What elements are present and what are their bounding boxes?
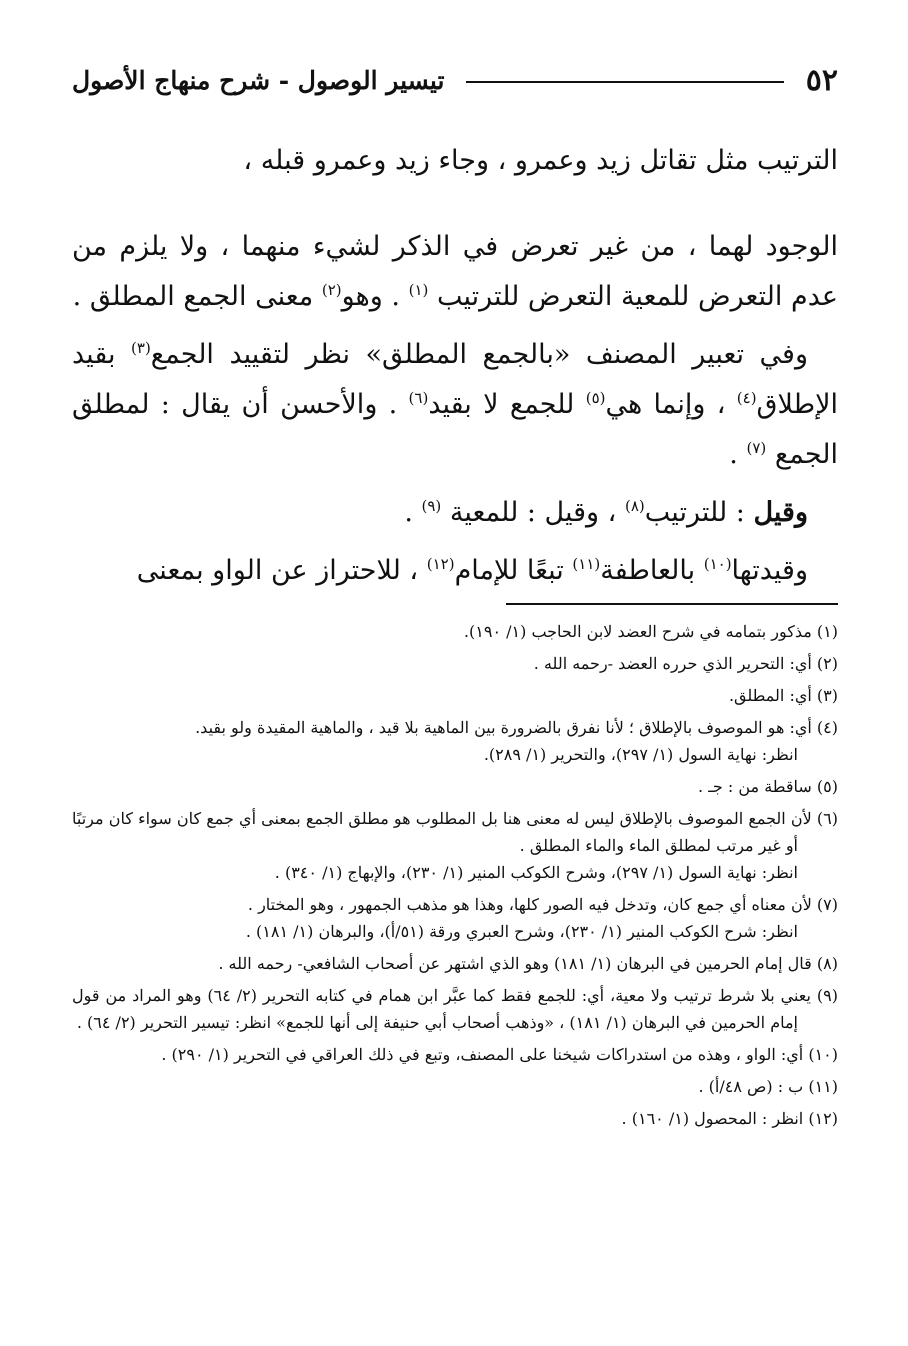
paragraph-5-part-c: تبعًا للإمام (454, 555, 564, 586)
paragraph-5-part-b: بالعاطفة (600, 555, 696, 586)
note-ref-1[interactable]: (١) (408, 281, 429, 299)
footnote-6 (72, 805, 838, 886)
footnote-4 (72, 714, 838, 768)
footnote-2: (٢) أي: التحرير الذي حرره العضد -رحمه الله . (533, 654, 838, 673)
paragraph-3-part-e: . والأحسن أن يقال : لمطلق الجمع (72, 389, 838, 470)
paragraph-3 (72, 330, 838, 480)
note-ref-9[interactable]: (٩) (421, 497, 442, 515)
note-ref-12[interactable]: (١٢) (426, 555, 455, 573)
paragraph-3-part-d: للجمع لا بقيد (428, 389, 575, 420)
footnote-11: (١١) ب : (ص ٤٨/أ) . (698, 1077, 838, 1096)
footnote-7 (72, 891, 838, 945)
paragraph-5 (72, 546, 838, 596)
paragraph-3-part-c: ، وإنما هي (605, 389, 726, 420)
paragraph-5-part-a: وقيدتها (731, 555, 808, 586)
paragraph-2-part-b: . وهو (341, 281, 400, 312)
note-ref-6[interactable]: (٦) (408, 389, 429, 407)
paragraph-2-part-a: الوجود لهما ، من غير تعرض في الذكر لشيء منهما ، ولا يلزم من عدم التعرض للمعية التعرض للترتيب (72, 231, 838, 312)
footnote-5: (٥) ساقطة من : جـ . (698, 777, 838, 796)
footnote-8: (٨) قال إمام الحرمين في البرهان (١/ ١٨١) وهو الذي اشتهر عن أصحاب الشافعي- رحمه الله . (218, 954, 838, 973)
note-ref-11[interactable]: (١١) (572, 555, 601, 573)
footnote-separator (506, 603, 838, 605)
page-header (72, 58, 838, 102)
paragraph-1: الترتيب مثل تقاتل زيد وعمرو ، وجاء زيد وعمرو قبله ، (243, 145, 838, 176)
running-title: تيسير الوصول - شرح منهاج الأصول (72, 65, 445, 95)
paragraph-2 (72, 222, 838, 322)
note-ref-7[interactable]: (٧) (746, 439, 767, 457)
paragraph-2-part-c: معنى الجمع المطلق . (72, 281, 314, 312)
paragraph-4 (72, 488, 838, 538)
header-rule (466, 81, 783, 83)
paragraph-4-keyword: وقيل (753, 497, 808, 528)
footnote-3: (٣) أي: المطلق. (728, 686, 838, 705)
footnote-7-reference: انظر: شرح الكوكب المنير (١/ ٢٣٠)، وشرح العبري ورقة (٥١/أ)، والبرهان (١/ ١٨١) . (245, 922, 798, 941)
footnote-6-reference: انظر: نهاية السول (١/ ٢٩٧)، وشرح الكوكب المنير (١/ ٢٣٠)، والإبهاج (١/ ٣٤٠) . (274, 863, 798, 882)
note-ref-10[interactable]: (١٠) (703, 555, 732, 573)
paragraph-4-part-d: . (404, 497, 413, 528)
paragraph-4-part-b: : للترتيب (644, 497, 745, 528)
footnotes (72, 618, 838, 1137)
footnote-9: (٩) يعني بلا شرط ترتيب ولا معية، أي: للجمع فقط كما عبَّر ابن همام في كتابه التحرير (٢/ ٦٤) وهو المراد من قول إمام الحرمين في البرهان (١/ ١٨١) ، «وذهب أصحاب أبي حنيفة إلى أنها للجمع» انظر: تيسير التحرير (٢/ ٦٤) . (72, 986, 838, 1032)
note-ref-8[interactable]: (٨) (625, 497, 645, 515)
footnote-12: (١٢) انظر : المحصول (١/ ١٦٠) . (621, 1109, 838, 1128)
footnote-10: (١٠) أي: الواو ، وهذه من استدراكات شيخنا على المصنف، وتبع في ذلك العراقي في التحرير (١/ ٢٩٠) . (161, 1045, 838, 1064)
footnote-7-text: (٧) لأن معناه أي جمع كان، وتدخل فيه الصور كلها، وهذا هو مذهب الجمهور ، وهو المختار . (247, 895, 838, 914)
footnote-1: (١) مذكور بتمامه في شرح العضد لابن الحاجب (١/ ١٩٠). (463, 622, 838, 641)
note-ref-5[interactable]: (٥) (585, 389, 606, 407)
paragraph-3-part-a: وفي تعبير المصنف «بالجمع المطلق» نظر لتقييد الجمع (150, 339, 808, 370)
footnote-4-reference: انظر: نهاية السول (١/ ٢٩٧)، والتحرير (١/ ٢٨٩). (483, 745, 798, 764)
note-ref-3[interactable]: (٣) (131, 339, 151, 357)
paragraph-3-part-f: . (729, 439, 738, 470)
note-ref-4[interactable]: (٤) (736, 389, 757, 407)
footnote-4-text: (٤) أي: هو الموصوف بالإطلاق ؛ لأنا نفرق بالضرورة بين الماهية بلا قيد ، والماهية المقيدة ولو بقيد. (195, 718, 838, 737)
paragraph-4-part-c: ، وقيل : للمعية (449, 497, 617, 528)
main-text (72, 136, 838, 596)
page-number: ٥٢ (805, 62, 838, 98)
paragraph-5-part-d: ، للاحتراز عن الواو بمعنى (136, 555, 419, 586)
footnote-6-text: (٦) لأن الجمع الموصوف بالإطلاق ليس له معنى هنا بل المطلوب هو مطلق الجمع بمعنى أي جمع كان سواء كان مرتبًا أو غير مرتب لمطلق الماء والماء المطلق . (72, 809, 838, 855)
paragraph-3-part-b: بقيد الإطلاق (72, 339, 838, 420)
note-ref-2[interactable]: (٢) (321, 281, 342, 299)
